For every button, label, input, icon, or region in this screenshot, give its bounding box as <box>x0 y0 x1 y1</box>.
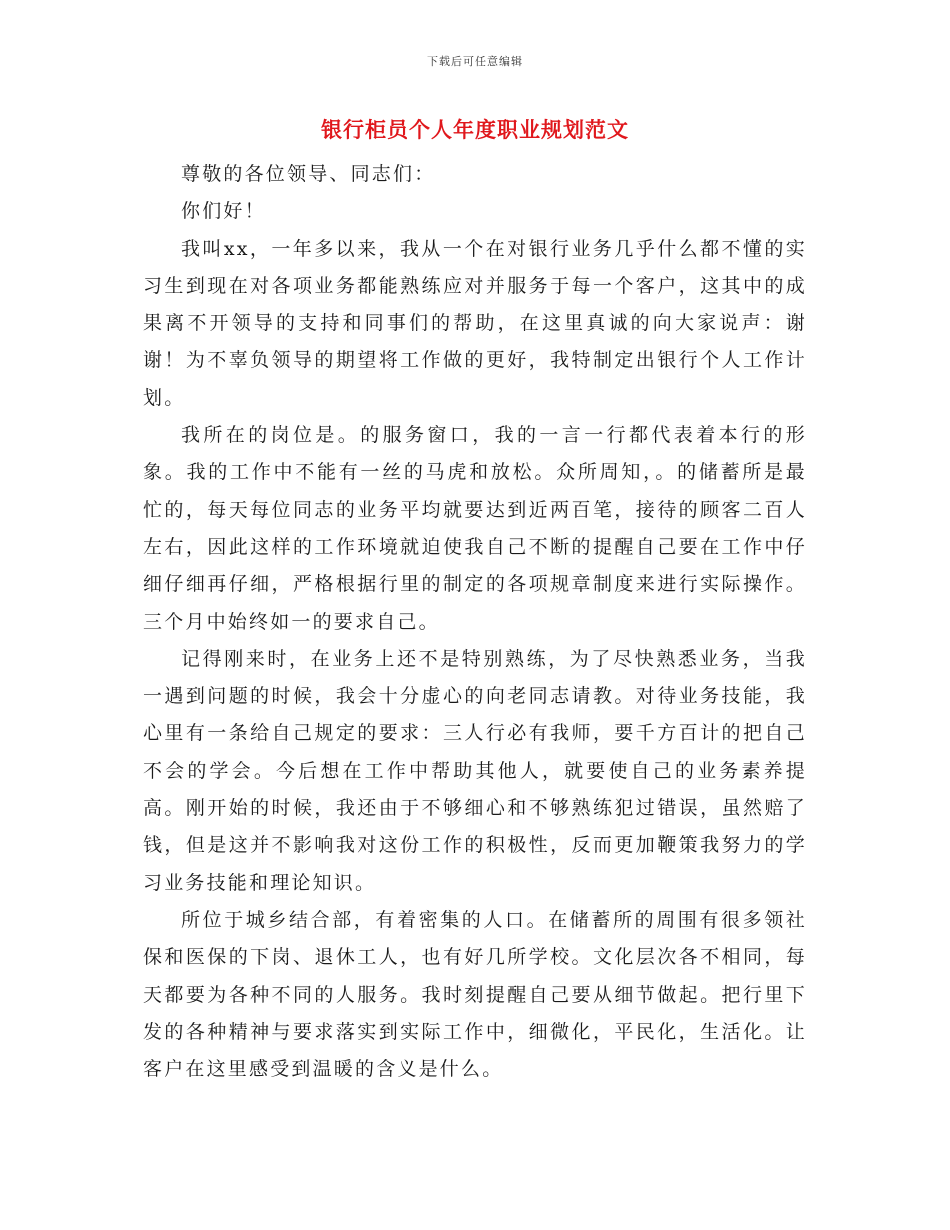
document-title: 银行柜员个人年度职业规划范文 <box>321 117 629 142</box>
greeting: 你们好！ <box>181 200 266 223</box>
paragraph: 我叫xx，一年多以来，我从一个在对银行业务几乎什么都不懂的实习生到现在对各项业务都能熟练应对并服务于每一个客户，这其中的成果离不开领导的支持和同事们的帮助，在这里真诚的向大家说声：谢谢！为不辜负领导的期望将工作做的更好，我特制定出银行个人工作计划。 <box>143 237 807 409</box>
document-body <box>143 156 807 1088</box>
header-note: 下载后可任意编辑 <box>427 55 523 68</box>
paragraph: 我所在的岗位是。的服务窗口，我的一言一行都代表着本行的形象。我的工作中不能有一丝的马虎和放松。众所周知，。的储蓄所是最忙的，每天每位同志的业务平均就要达到近两百笔，接待的顾客二百人左右，因此这样的工作环境就迫使我自己不断的提醒自己要在工作中仔细仔细再仔细，严格根据行里的制定的各项规章制度来进行实际操作。三个月中始终如一的要求自己。 <box>143 424 807 633</box>
paragraph: 记得刚来时，在业务上还不是特别熟练，为了尽快熟悉业务，当我一遇到问题的时候，我会十分虚心的向老同志请教。对待业务技能，我心里有一条给自己规定的要求：三人行必有我师，要千方百计的把自己不会的学会。今后想在工作中帮助其他人，就要使自己的业务素养提高。刚开始的时候，我还由于不够细心和不够熟练犯过错误，虽然赔了钱，但是这并不影响我对这份工作的积极性，反而更加鞭策我努力的学习业务技能和理论知识。 <box>143 647 807 894</box>
salutation: 尊敬的各位领导、同志们： <box>181 163 436 185</box>
paragraph: 所位于城乡结合部，有着密集的人口。在储蓄所的周围有很多领社保和医保的下岗、退休工人，也有好几所学校。文化层次各不相同，每天都要为各种不同的人服务。我时刻提醒自己要从细节做起。把行里下发的各种精神与要求落实到实际工作中，细微化，平民化，生活化。让客户在这里感受到温暖的含义是什么。 <box>143 908 807 1081</box>
